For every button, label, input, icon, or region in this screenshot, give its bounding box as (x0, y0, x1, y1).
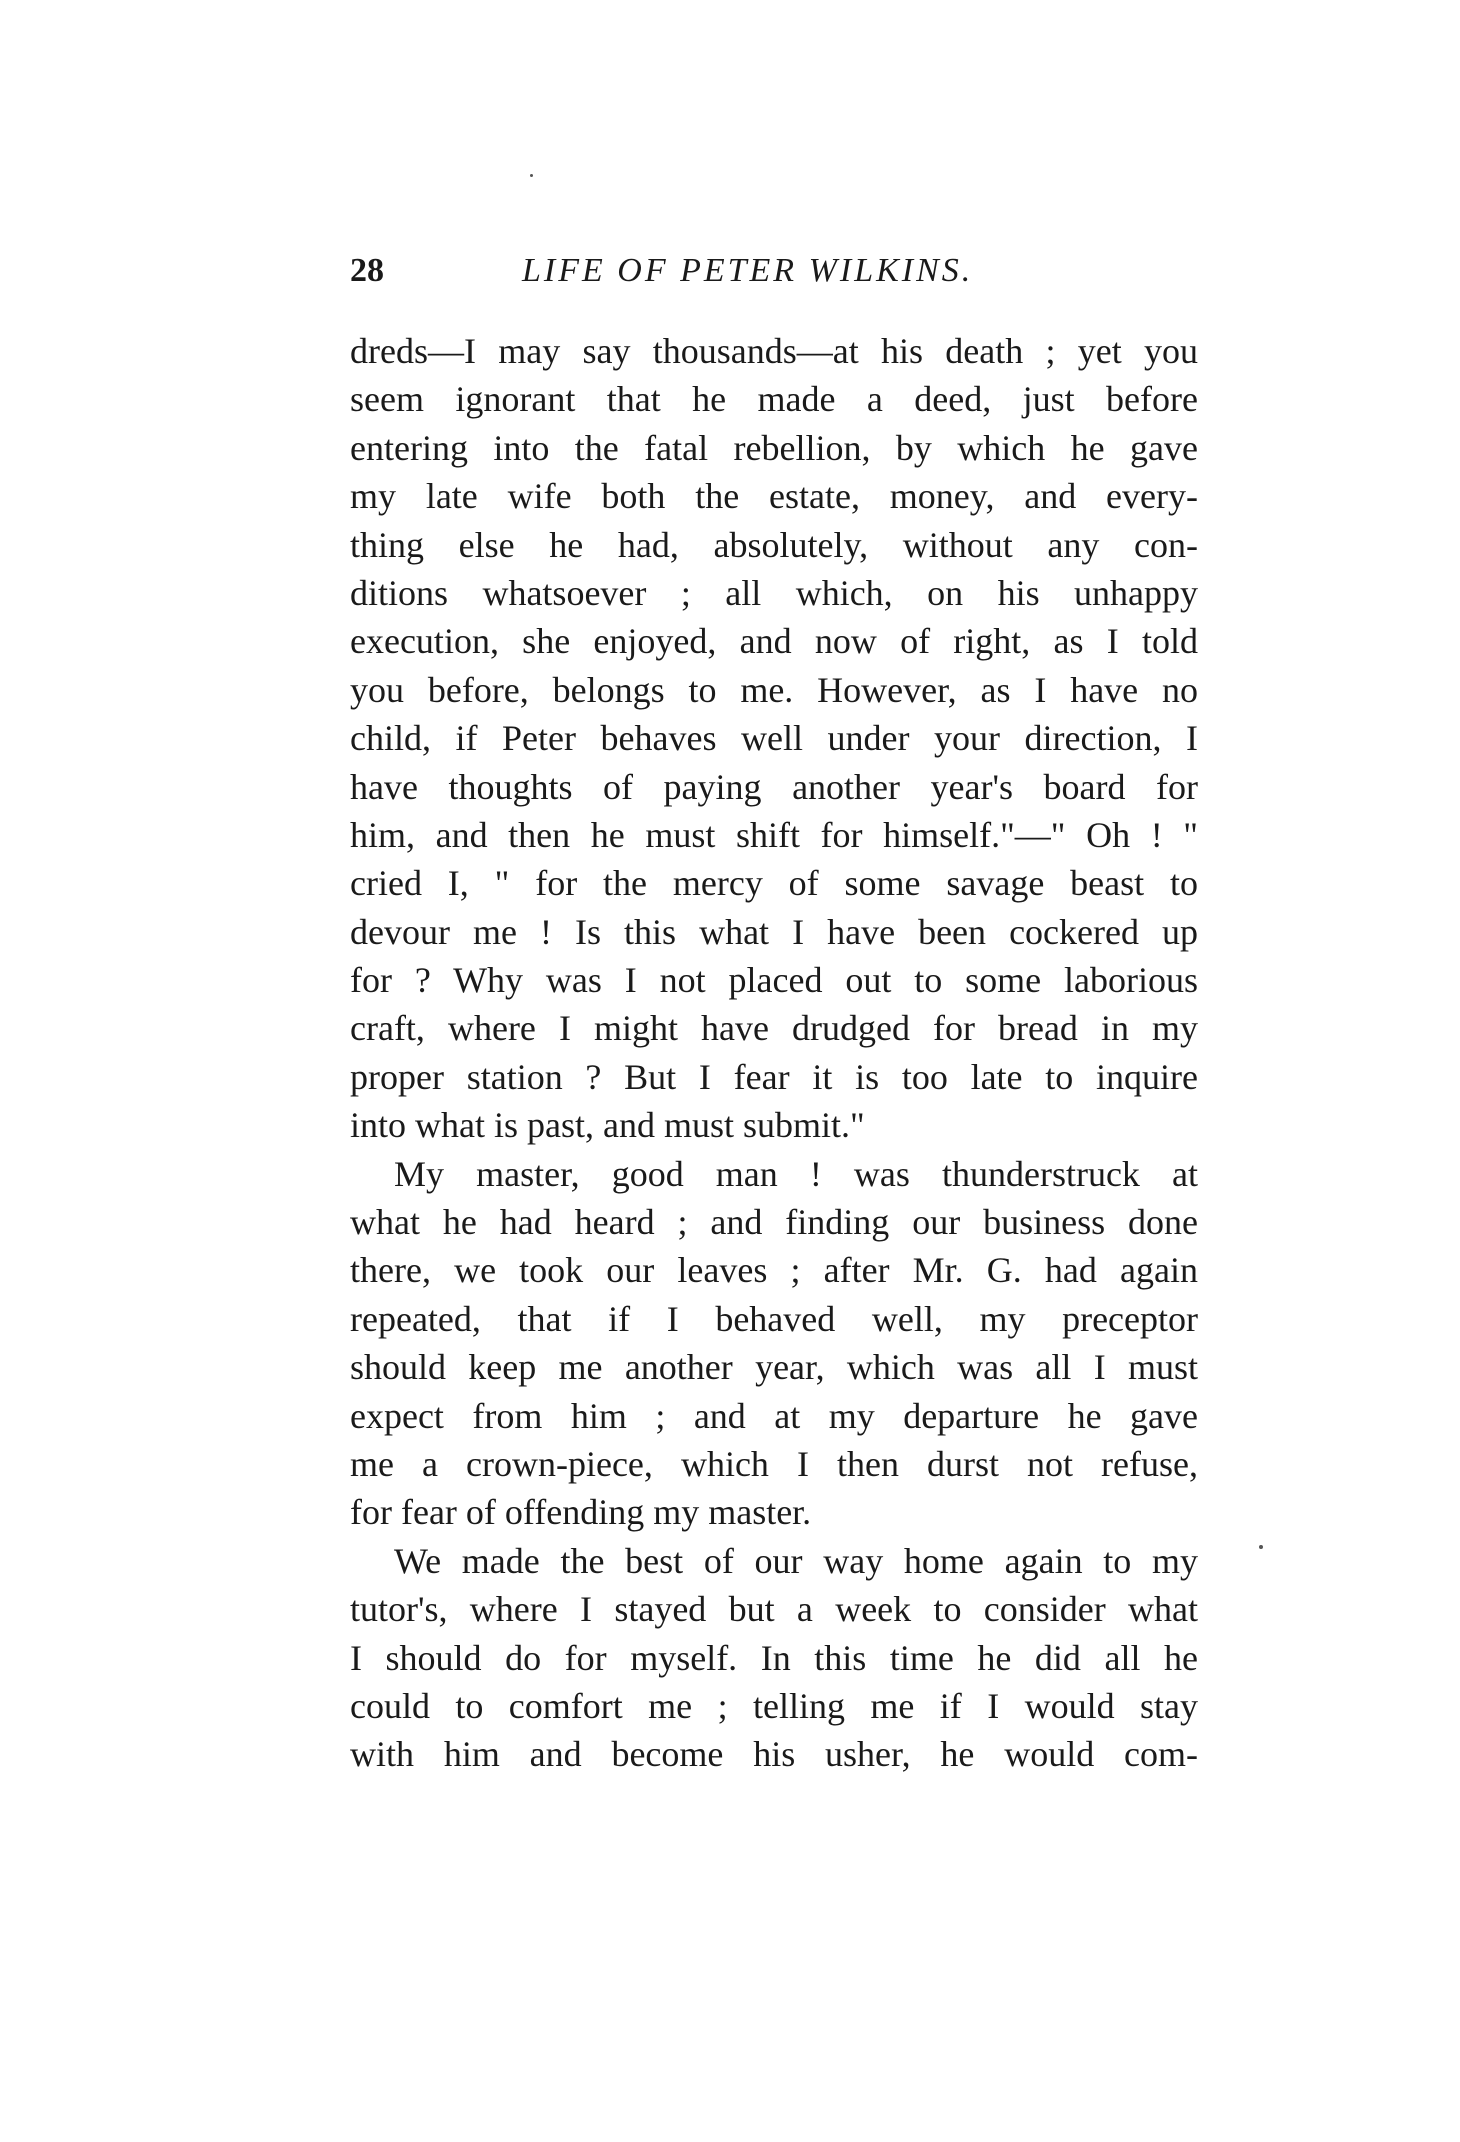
text-line: could to comfort me ; telling me if I would stay (350, 1685, 1198, 1726)
text-line: should keep me another year, which was all I must (350, 1347, 1198, 1388)
text-line: I should do for myself. In this time he did all he (350, 1637, 1198, 1678)
text-line: him, and then he must shift for himself."—" Oh ! " (350, 814, 1198, 855)
ink-speck (530, 174, 533, 177)
text-line: thing else he had, absolutely, without any con- (350, 524, 1198, 565)
running-title: LIFE OF PETER WILKINS. (522, 252, 974, 289)
paragraph-end-line: into what is past, and must submit." (350, 1105, 865, 1146)
text-line: expect from him ; and at my departure he gave (350, 1395, 1198, 1436)
body-text (350, 327, 1198, 1779)
text-line: ditions whatsoever ; all which, on his unhappy (350, 572, 1198, 613)
text-line: repeated, that if I behaved well, my preceptor (350, 1298, 1198, 1339)
text-line: my late wife both the estate, money, and every- (350, 476, 1198, 517)
text-line: dreds—I may say thousands—at his death ; yet you (350, 331, 1198, 371)
paragraph-end-line: for fear of offending my master. (350, 1492, 812, 1533)
text-line: proper station ? But I fear it is too late to inquire (350, 1056, 1198, 1097)
text-line: cried I, " for the mercy of some savage beast to (350, 863, 1198, 904)
text-line: seem ignorant that he made a deed, just before (350, 379, 1198, 420)
text-line: devour me ! Is this what I have been cockered up (350, 911, 1198, 952)
text-line: there, we took our leaves ; after Mr. G. had again (350, 1250, 1198, 1291)
text-line: for ? Why was I not placed out to some laborious (350, 960, 1198, 1001)
ink-speck (1259, 1545, 1263, 1549)
text-line: you before, belongs to me. However, as I have no (350, 669, 1198, 710)
text-line: with him and become his usher, he would com- (350, 1734, 1198, 1775)
text-line: tutor's, where I stayed but a week to consider what (350, 1589, 1198, 1630)
text-line: me a crown-piece, which I then durst not refuse, (350, 1443, 1198, 1484)
text-line: execution, she enjoyed, and now of right, as I told (350, 621, 1198, 662)
text-line: what he had heard ; and finding our business done (350, 1202, 1198, 1243)
paragraph-first-line: My master, good man ! was thunderstruck at (394, 1153, 1198, 1194)
text-line: child, if Peter behaves well under your direction, I (350, 718, 1198, 759)
text-line: craft, where I might have drudged for bread in my (350, 1008, 1198, 1049)
page-number: 28 (350, 252, 384, 289)
text-line: have thoughts of paying another year's board for (350, 766, 1198, 807)
text-line: entering into the fatal rebellion, by which he gave (350, 427, 1198, 468)
page-header (350, 252, 1050, 302)
paragraph-first-line: We made the best of our way home again to my (394, 1540, 1198, 1581)
